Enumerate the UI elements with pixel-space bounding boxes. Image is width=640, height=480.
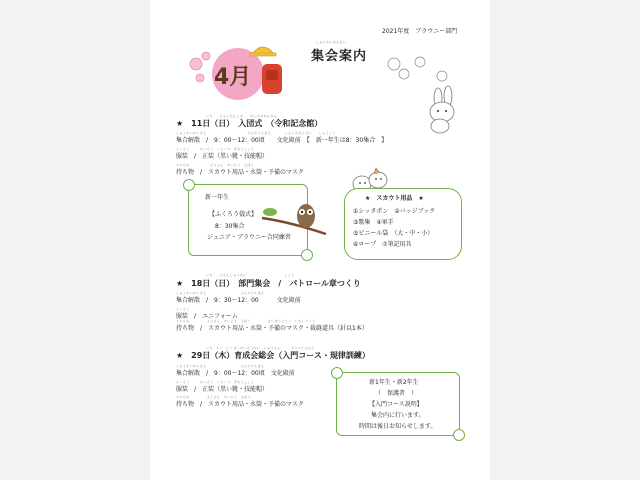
document-page bbox=[150, 0, 490, 480]
event-1-line-3-ruby: もちもの ようひん すいとう よぼう bbox=[176, 163, 255, 167]
page-title: 集会案内 bbox=[311, 49, 368, 64]
event-3-line-1: 集合解散 / 9：00～12：00頃 文化殿前 bbox=[176, 370, 295, 377]
scout-items-head: ★ スカウト用品 ★ bbox=[365, 195, 424, 202]
event-1-title-ruby: にち にゅうだんしき れいわきねんかん bbox=[206, 114, 278, 118]
event-1-line-1: 集合解散 / 9：00～12：00頃 文化殿前 【 新一年生は8：30集合 】 bbox=[176, 137, 388, 144]
scout-items-row-1: ①シッタポン ②バッジブック bbox=[353, 208, 436, 215]
orientation-line-3: 【入門コース説明】 bbox=[369, 401, 423, 408]
scout-items-row-4: ⑥ロープ ⑦筆記用具 bbox=[353, 241, 412, 248]
newcomer-line-2: 8：30集合 bbox=[215, 223, 245, 230]
event-3-line-3-ruby: もちもの ようひん すいとう よぼう bbox=[176, 395, 251, 399]
event-2-line-2-ruby: ふくそう bbox=[176, 307, 190, 311]
scout-items-row-3: ⑤ビニール袋 （大・中・小） bbox=[353, 230, 434, 237]
event-3-title: ★ 29日（木）育成会総会（入門コース・規律訓練） bbox=[176, 351, 370, 360]
month-badge-text: 4月 bbox=[214, 65, 252, 90]
event-2-line-1-ruby: しゅうかいかいさん ぶんかでんまえ bbox=[176, 291, 265, 295]
orientation-line-5: 時間は後日お知らせします。 bbox=[359, 423, 437, 430]
orientation-line-1: 新1年生・新2年生 bbox=[369, 379, 419, 386]
event-3-title-ruby: にち もく いくせいかいそうかい にゅうもん きりつくんれん bbox=[206, 346, 315, 350]
newcomer-line-1: 【ふくろう儀式】 bbox=[209, 211, 258, 218]
scout-items-box bbox=[344, 188, 462, 260]
event-1-line-2: 服装 / 正装（黒い靴・技能帽） bbox=[176, 153, 269, 160]
owl-illustration bbox=[260, 196, 330, 240]
orientation-line-2: （ 保護者 ） bbox=[375, 390, 418, 397]
bunny-illustration bbox=[380, 50, 480, 134]
scout-items-row-2: ③歌集 ④軍手 bbox=[353, 219, 394, 226]
event-3-line-3: 持ち物 / スカウト用品・水筒・予備のマスク bbox=[176, 401, 305, 408]
event-2-line-2: 服装 / ユニフォーム bbox=[176, 313, 238, 320]
event-2-line-3: 持ち物 / スカウト用品・水筒・予備のマスク・裁縫道具（針以1本） bbox=[176, 325, 368, 332]
event-2-line-1: 集合解散 / 9：30～12：00 文化殿前 bbox=[176, 297, 301, 304]
title-ruby: しゅうかいあんない bbox=[316, 40, 347, 44]
orientation-note-box bbox=[336, 372, 460, 436]
newcomer-head: 新一年生 bbox=[205, 194, 230, 201]
event-3-line-1-ruby: しゅうかいかいさん ぶんかでんまえ bbox=[176, 364, 265, 368]
newcomer-line-3: ジュニア・ブラウニー合同練習 bbox=[207, 234, 291, 241]
event-3-line-2: 服装 / 正装（黒い靴・技能帽） bbox=[176, 386, 269, 393]
event-3-line-2-ruby: ふくそう せいそう くろくつ ぎのうしょう bbox=[176, 380, 255, 384]
event-1-line-2-ruby: ふくそう せいそう くろくつ ぎのうしょう bbox=[176, 147, 255, 151]
event-1-line-3: 持ち物 / スカウト用品・水筒・予備のマスク bbox=[176, 169, 305, 176]
year-department-label: 2021年度 ブラウニー部門 bbox=[382, 28, 458, 35]
event-1-line-1-ruby: しゅうかいかいさん ぶんかでんまえ しんいちねんせい しゅうごう bbox=[176, 131, 336, 135]
event-2-line-3-ruby: もちもの ようひん すいとう よぼう さいほうどうぐ いたいりょう bbox=[176, 319, 316, 323]
orientation-line-4: 集会内に行います。 bbox=[371, 412, 425, 419]
event-2-title: ★ 18日（日） 部門集会 / パトロール章つくり bbox=[176, 279, 361, 288]
event-2-title-ruby: にち ぶもんしゅうかい しょう bbox=[206, 273, 295, 277]
event-1-title: ★ 11日（日） 入団式 （令和記念館） bbox=[176, 119, 323, 128]
